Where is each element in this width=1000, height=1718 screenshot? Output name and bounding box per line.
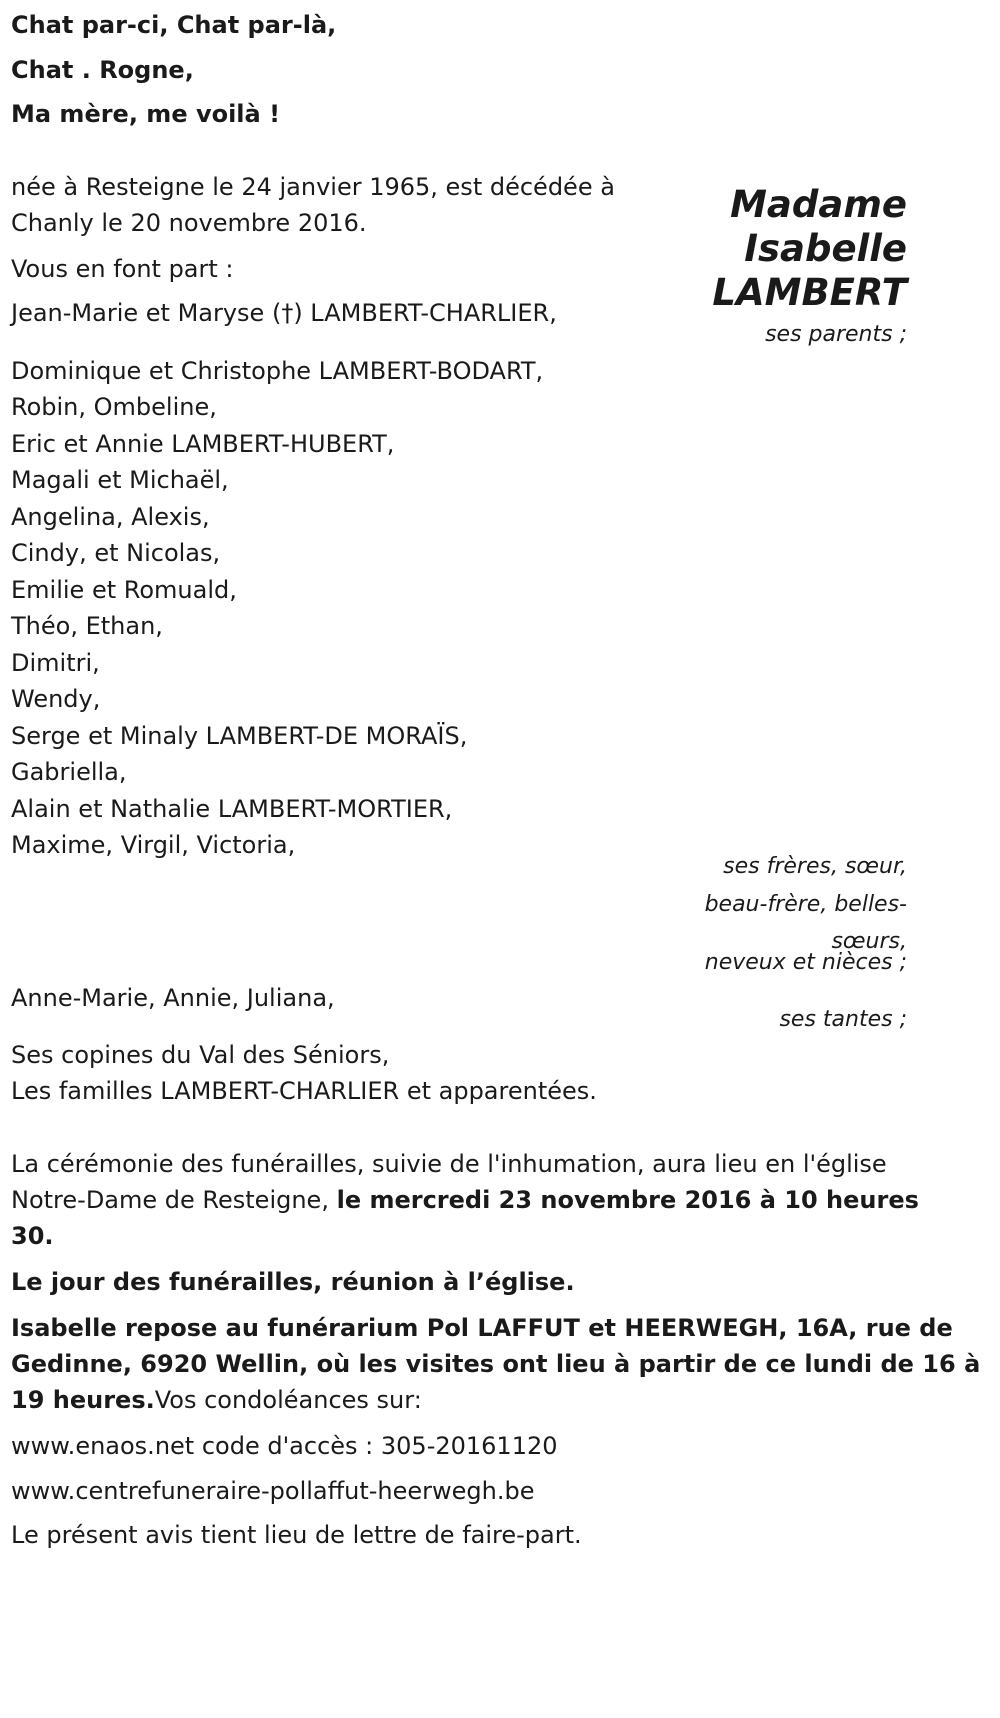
footer-note: Le présent avis tient lieu de lettre de faire-part. (11, 1521, 582, 1549)
list-item: Emilie et Romuald, (11, 576, 237, 604)
list-item: Alain et Nathalie LAMBERT-MORTIER, (11, 795, 453, 823)
enaos-link[interactable]: www.enaos.net code d'accès : 305-20161120 (11, 1432, 558, 1460)
funeral-site-link[interactable]: www.centrefuneraire-pollaffut-heerwegh.be (11, 1477, 535, 1505)
list-item: Robin, Ombeline, (11, 393, 217, 421)
deceased-title: Madame (730, 183, 907, 226)
poem-line-3: Ma mère, me voilà ! (11, 100, 281, 128)
list-item: Eric et Annie LAMBERT-HUBERT, (11, 430, 395, 458)
visitation-line-3 (11, 1385, 422, 1415)
list-item: Angelina, Alexis, (11, 503, 210, 531)
aunts-label: ses tantes ; (779, 1007, 907, 1032)
meeting-line: Le jour des funérailles, réunion à l’église. (11, 1268, 575, 1296)
ceremony-line-1: La cérémonie des funérailles, suivie de l'inhumation, aura lieu en l'église (11, 1150, 887, 1178)
visitation-hours: 19 heures. (11, 1386, 155, 1414)
ceremony-location: Notre-Dame de Resteigne, (11, 1186, 337, 1214)
visitation-line-2: Gedinne, 6920 Wellin, où les visites ont lieu à partir de ce lundi de 16 à (11, 1350, 981, 1378)
list-item: Gabriella, (11, 758, 127, 786)
visitation-line-1: Isabelle repose au funérarium Pol LAFFUT et HEERWEGH, 16A, rue de (11, 1314, 953, 1342)
ceremony-line-2 (11, 1185, 919, 1215)
list-item: Maxime, Virgil, Victoria, (11, 831, 296, 859)
deceased-last-name: LAMBERT (712, 271, 907, 314)
list-item: Théo, Ethan, (11, 612, 163, 640)
list-item: Dimitri, (11, 649, 100, 677)
deceased-name (712, 183, 907, 315)
condolences-intro: Vos condoléances sur: (154, 1386, 422, 1414)
ceremony-date: le mercredi 23 novembre 2016 à 10 heures (336, 1186, 919, 1214)
list-item: Dominique et Christophe LAMBERT-BODART, (11, 357, 544, 385)
deceased-first-name: Isabelle (744, 227, 907, 270)
list-item: Magali et Michaël, (11, 466, 229, 494)
siblings-label-1: ses frères, sœur, (723, 854, 907, 879)
intro-birth-line: née à Resteigne le 24 janvier 1965, est décédée à (11, 173, 615, 201)
others-line-2: Les familles LAMBERT-CHARLIER et apparentées. (11, 1077, 597, 1105)
others-line-1: Ses copines du Val des Séniors, (11, 1041, 390, 1069)
parents-label: ses parents ; (765, 322, 907, 347)
parents-names: Jean-Marie et Maryse (†) LAMBERT-CHARLIER, (11, 299, 557, 327)
intro-death-line: Chanly le 20 novembre 2016. (11, 209, 367, 237)
list-item: Wendy, (11, 685, 101, 713)
list-item: Cindy, et Nicolas, (11, 539, 221, 567)
ceremony-line-3: 30. (11, 1222, 54, 1250)
siblings-label-4: neveux et nièces ; (704, 950, 907, 975)
poem-line-1: Chat par-ci, Chat par-là, (11, 11, 337, 39)
aunts-names: Anne-Marie, Annie, Juliana, (11, 984, 335, 1012)
poem-line-2: Chat . Rogne, (11, 56, 194, 84)
siblings-label-3: sœurs, (831, 929, 907, 954)
announce-line: Vous en font part : (11, 255, 234, 283)
siblings-label-2: beau-frère, belles- (704, 892, 907, 917)
list-item: Serge et Minaly LAMBERT-DE MORAÏS, (11, 722, 468, 750)
